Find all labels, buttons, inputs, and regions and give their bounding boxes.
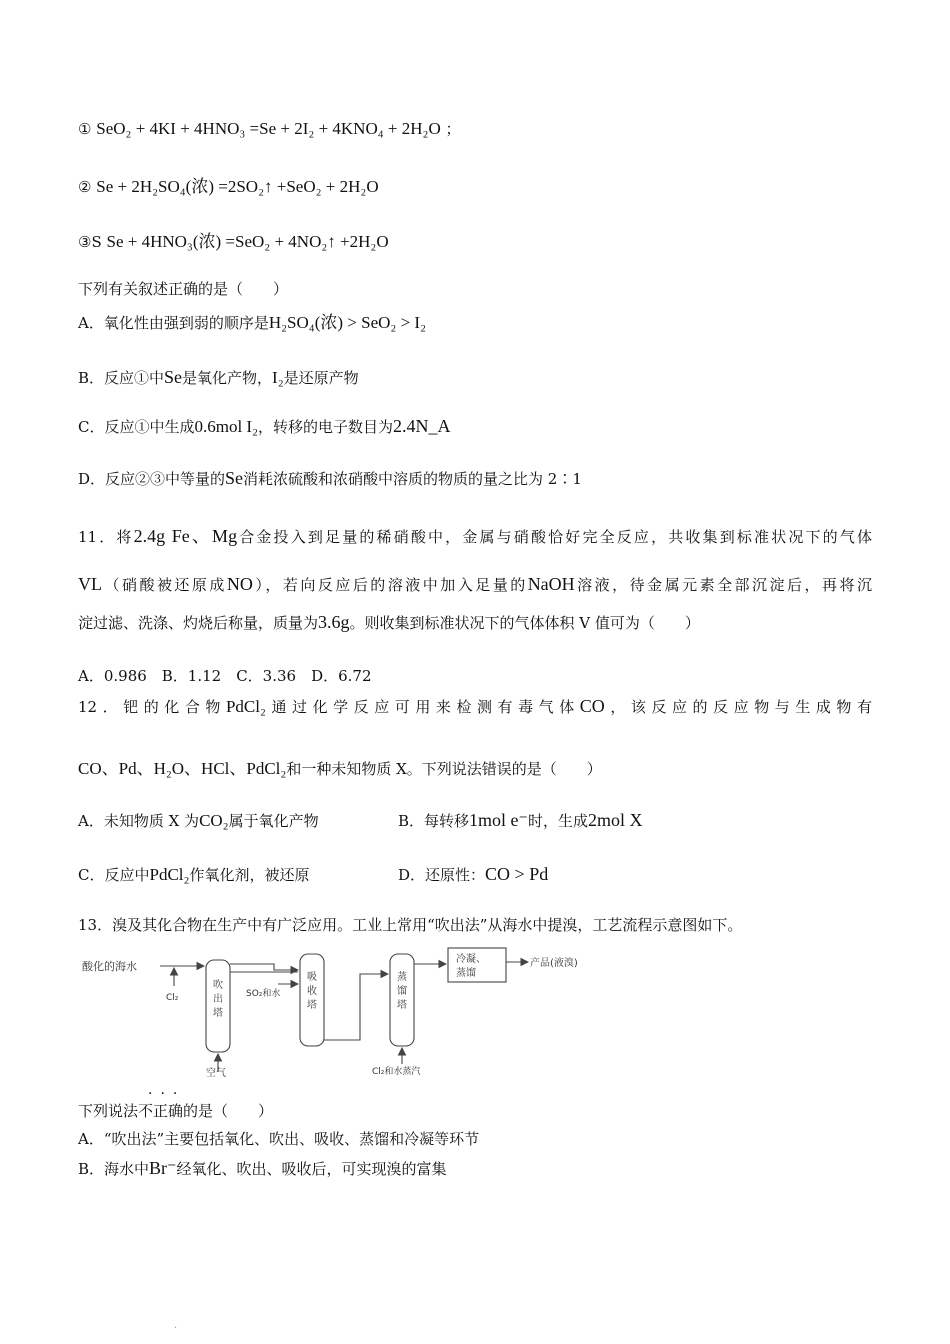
q10-d-f1: Se <box>225 468 244 488</box>
equation-2 <box>78 172 379 197</box>
tower2-char-3: 塔 <box>307 1000 317 1011</box>
q11-p5: 溶液，待金属元素全部沉淀后，再将沉 <box>574 576 872 594</box>
q12-option-b <box>398 810 643 831</box>
diagram-cl2-label: Cl₂ <box>166 993 179 1003</box>
q12-option-d <box>398 864 548 885</box>
q10-b-end: 是还原产物 <box>283 369 359 387</box>
stripping-tower <box>206 960 230 1052</box>
q10-b-label: B．反应①中 <box>78 369 165 387</box>
tower1-char-3: 塔 <box>213 1008 223 1019</box>
q10-c-mid: ，转移的电子数目为 <box>258 418 394 436</box>
tower1-char-2: 出 <box>213 994 223 1005</box>
q11-f3: NO <box>226 574 253 594</box>
q12-a-end: 属于氧化产物 <box>228 812 319 830</box>
q12-a-label: A．未知物质 X 为 <box>78 812 200 830</box>
q11-p1: 11．将 <box>78 528 134 546</box>
q10-b-mid: 是氧化产物， <box>182 369 273 387</box>
box-line-2: 蒸馏 <box>456 968 476 979</box>
q12-line-1 <box>78 696 872 717</box>
q11-p2: 合金投入到足量的稀硝酸中，金属与硝酸恰好完全反应，共收集到标准状况下的气体 <box>237 528 872 546</box>
q12-f1: PdCl₂ <box>225 697 266 716</box>
q12-line-2 <box>78 754 602 779</box>
eq3-marker: ③S <box>78 233 102 251</box>
q12-d-f: CO > Pd <box>485 864 549 884</box>
q10-option-a <box>78 308 426 333</box>
q12-p1: 12．钯的化合物 <box>78 698 226 716</box>
q11-line-2 <box>78 574 872 595</box>
q10-b-f1: Se <box>164 367 183 387</box>
q10-b-f2: I₂ <box>272 368 284 387</box>
q12-c-label: C．反应中 <box>78 866 150 884</box>
q10-option-b <box>78 367 359 388</box>
q13-option-b <box>78 1158 447 1179</box>
q10-d-end: 消耗浓硫酸和浓硝酸中溶质的物质的量之比为 2∶1 <box>243 470 582 488</box>
eq2-body: Se + 2H₂SO₄(浓) =2SO₂↑ +SeO₂ + 2H₂O <box>96 177 379 196</box>
diagram-input-label: 酸化的海水 <box>82 960 137 973</box>
q12-option-a <box>78 810 319 831</box>
q10-c-f1: 0.6mol I₂ <box>194 417 259 436</box>
tower1-char-1: 吹 <box>213 980 223 991</box>
q11-f5: 3.6g <box>318 612 350 632</box>
q11-f4: NaOH <box>527 574 575 594</box>
q10-c-f2: 2.4N_A <box>393 416 451 436</box>
q11-options: A．0.986 B．1.12 C．3.36 D．6.72 <box>78 667 372 685</box>
q10-a-formula: H₂SO₄(浓) > SeO₂ > I₂ <box>268 313 426 332</box>
bromine-process-diagram <box>78 944 598 1080</box>
q12-b-mid: 时，生成 <box>528 812 589 830</box>
equation-1 <box>78 118 461 139</box>
eq3-body: Se + 4HNO₃(浓) =SeO₂ + 4NO₂↑ +2H₂O <box>106 232 389 251</box>
page-footer-mark: . <box>174 1320 178 1331</box>
q11-p7: 。则收集到标准状况下的气体体积 V 值可为（ ） <box>349 614 700 632</box>
q11-line-1 <box>78 522 872 548</box>
eq2-marker: ② <box>78 178 92 196</box>
q12-b-label: B．每转移 <box>398 812 470 830</box>
q13-b-label: B．海水中 <box>78 1160 150 1178</box>
equation-3 <box>78 227 389 252</box>
q11-line-3 <box>78 612 700 633</box>
tower2-char-1: 吸 <box>307 972 317 983</box>
diagram-air-label: 空气 <box>206 1068 226 1079</box>
q12-f2: CO <box>579 696 605 716</box>
q10-stem: 下列有关叙述正确的是（ ） <box>78 280 289 298</box>
q12-c-f: PdCl₂ <box>149 865 190 884</box>
q12-p4: 和一种未知物质 X。下列说法错误的是（ ） <box>286 760 602 778</box>
q12-a-f: CO₂ <box>199 811 229 830</box>
diagram-steam-label: Cl₂和水蒸汽 <box>372 1067 421 1077</box>
q12-f3: CO、Pd、H₂O、HCl、PdCl₂ <box>78 759 287 778</box>
q12-b-f2: 2mol X <box>588 810 643 830</box>
q12-p2: 通过化学反应可用来检测有毒气体 <box>265 698 580 716</box>
emphasis-dots: ··· <box>148 1086 186 1102</box>
q10-d-label: D．反应②③中等量的 <box>78 470 226 488</box>
tower2-char-2: 收 <box>307 986 317 997</box>
q12-b-f1: 1mol e⁻ <box>469 810 529 830</box>
q11-f2: VL <box>78 574 102 594</box>
tower3-char-1: 蒸 <box>397 972 407 983</box>
eq1-tail: ； <box>445 120 461 138</box>
diagram-product-label: 产品(液溴) <box>530 958 578 969</box>
tower3-char-2: 馏 <box>397 986 407 997</box>
tower3-char-3: 塔 <box>397 1000 407 1011</box>
q10-c-label: C．反应①中生成 <box>78 418 195 436</box>
q13-b-end: 经氧化、吹出、吸收后，可实现溴的富集 <box>176 1160 447 1178</box>
q11-p6: 淀过滤、洗涤、灼烧后称量，质量为 <box>78 614 319 632</box>
q11-f1: 2.4g Fe、Mg <box>133 526 238 546</box>
q12-option-c <box>78 864 309 885</box>
q13-stem: 13．溴及其化合物在生产中有广泛应用。工业上常用“吹出法”从海水中提溴，工艺流程示意图如下。 <box>78 916 743 934</box>
q11-p4: ），若向反应后的溶液中加入足量的 <box>252 576 528 594</box>
box-line-1: 冷凝、 <box>456 954 486 965</box>
eq1-marker: ① <box>78 120 92 138</box>
q12-d-label: D．还原性： <box>398 866 486 884</box>
q13-b-f: Br⁻ <box>149 1158 177 1178</box>
eq1-body: SeO₂ + 4KI + 4HNO₃ =Se + 2I₂ + 4KNO₄ + 2H₂O <box>96 119 441 138</box>
q13-question: 下列说法不正确的是（ ） <box>78 1102 274 1120</box>
q11-p3: （硝酸被还原成 <box>102 576 227 594</box>
q10-option-c <box>78 416 451 437</box>
q10-a-label: A．氧化性由强到弱的顺序是 <box>78 314 269 332</box>
q13-option-a: A．“吹出法”主要包括氧化、吹出、吸收、蒸馏和冷凝等环节 <box>78 1130 480 1148</box>
q12-c-end: 作氧化剂，被还原 <box>189 866 310 884</box>
q10-option-d <box>78 468 582 489</box>
diagram-so2-label: SO₂和水 <box>246 989 281 999</box>
q12-p3: ，该反应的反应物与生成物有 <box>604 698 872 716</box>
